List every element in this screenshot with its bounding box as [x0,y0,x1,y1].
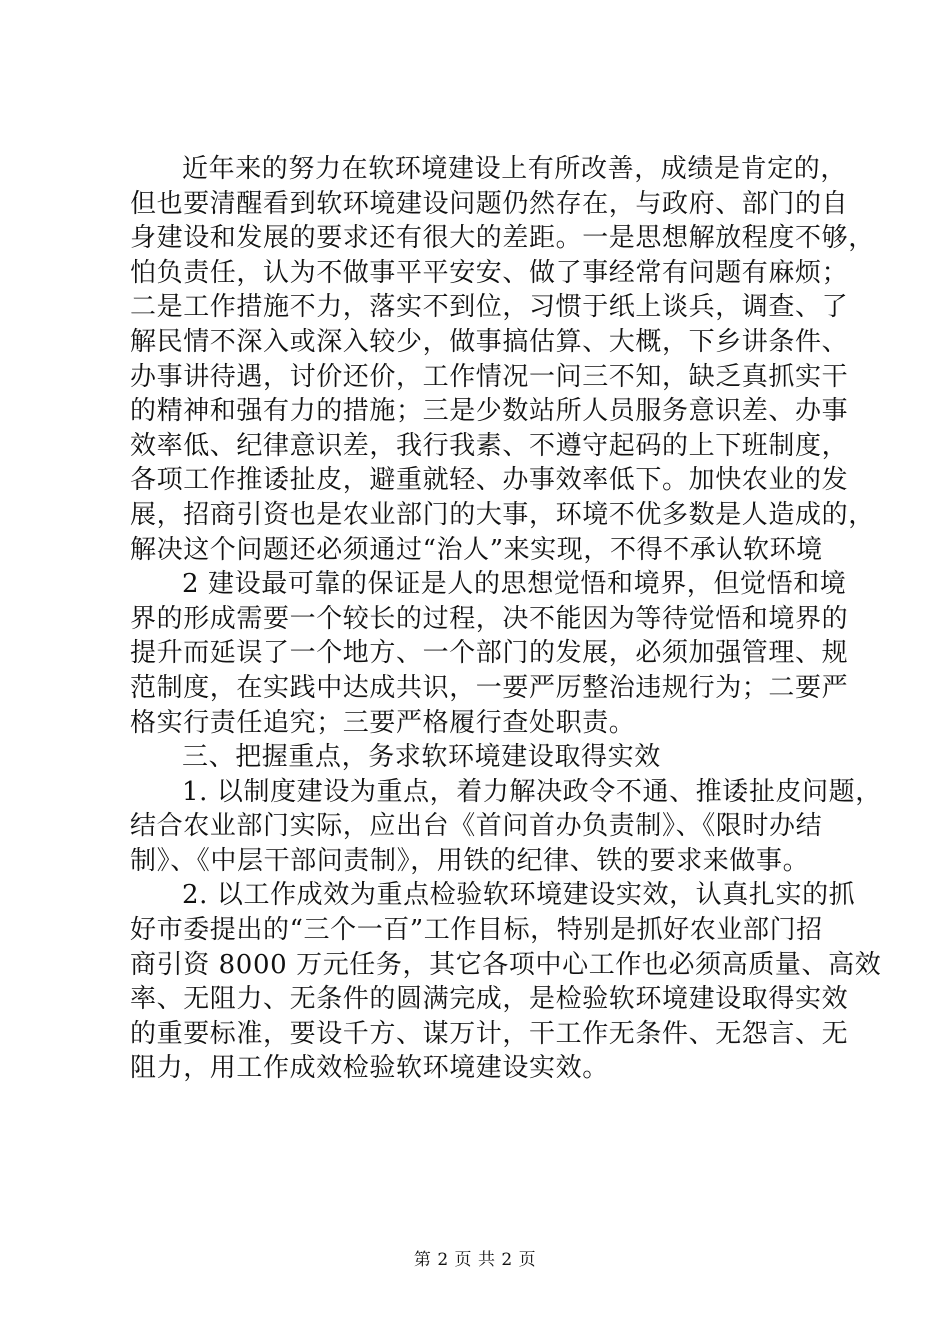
text-line: 好市委提出的“三个一百”工作目标，特别是抓好农业部门招 [130,915,823,946]
text-line: 的精神和强有力的措施；三是少数站所人员服务意识差、办事 [130,396,849,427]
body-text [130,152,882,1086]
text-line: 各项工作推诿扯皮，避重就轻、办事效率低下。加快农业的发 [130,465,849,496]
text-line: 办事讲待遇，讨价还价，工作情况一问三不知，缺乏真抓实干 [130,361,849,392]
text-line: 率、无阻力、无条件的圆满完成，是检验软环境建设取得实效 [130,984,849,1015]
text-line: 的重要标准，要设千方、谋万计，干工作无条件、无怨言、无 [130,1018,849,1049]
text-line: 结合农业部门实际，应出台《首问首办负责制》、《限时办结 [130,811,823,842]
text-line: 解决这个问题还必须通过“治人”来实现，不得不承认软环境 [130,534,823,565]
text-line: 怕负责任，认为不做事平平安安、做了事经常有问题有麻烦； [130,257,849,288]
text-line: 提升而延误了一个地方、一个部门的发展，必须加强管理、规 [130,638,849,669]
text-line: 二是工作措施不力，落实不到位，习惯于纸上谈兵，调查、了 [130,292,849,323]
text-line: 制》、《中层干部问责制》，用铁的纪律、铁的要求来做事。 [130,845,810,876]
text-line: 展，招商引资也是农业部门的大事，环境不优多数是人造成的， [130,499,875,530]
text-line: 商引资 8000 万元任务，其它各项中心工作也必须高质量、高效 [130,949,882,980]
text-line: 1. 以制度建设为重点，着力解决政令不通、推诿扯皮问题， [182,776,882,807]
text-line: 三、把握重点，务求软环境建设取得实效 [182,742,661,773]
page-footer: 第 2 页 共 2 页 [413,1250,537,1270]
text-line: 阻力，用工作成效检验软环境建设实效。 [130,1053,609,1084]
text-line: 效率低、纪律意识差，我行我素、不遵守起码的上下班制度， [130,430,849,461]
text-line: 2. 以工作成效为重点检验软环境建设实效，认真扎实的抓 [182,880,856,911]
text-line: 界的形成需要一个较长的过程，决不能因为等待觉悟和境界的 [130,603,849,634]
text-line: 身建设和发展的要求还有很大的差距。一是思想解放程度不够， [130,223,875,254]
text-line: 解民情不深入或深入较少，做事搞估算、大概，下乡讲条件、 [130,326,849,357]
text-line: 格实行责任追究；三要严格履行查处职责。 [130,707,636,738]
text-line: 近年来的努力在软环境建设上有所改善，成绩是肯定的， [182,154,848,184]
text-line: 范制度，在实践中达成共识，一要严厉整治违规行为；二要严 [130,672,849,703]
text-line: 但也要清醒看到软环境建设问题仍然存在，与政府、部门的自 [130,188,849,219]
text-line: 2 建设最可靠的保证是人的思想觉悟和境界，但觉悟和境 [182,569,847,600]
